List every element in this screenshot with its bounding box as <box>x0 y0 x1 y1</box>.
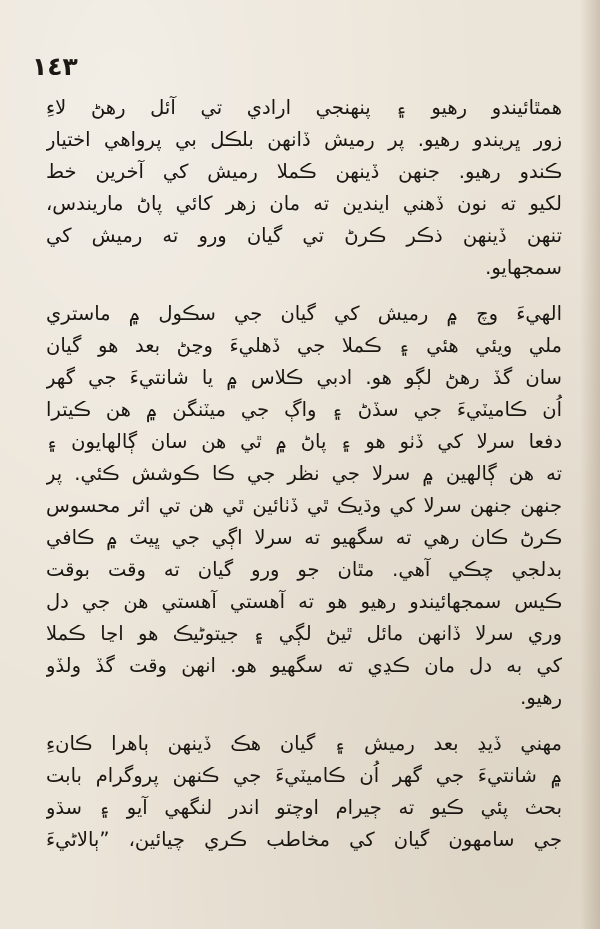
text-line: ڪرڻ ڪان رهي ته سگهيو ته سرلا اڳي جي ڀيٽ ۾ ڪافي <box>46 526 562 549</box>
page-binding-shadow <box>580 0 600 929</box>
text-line: ڪيس سمجهائيندو رهيو هو ته آهستي آهستي هن جي دل <box>46 590 562 613</box>
paragraph-spacer <box>46 714 562 728</box>
text-line: زور ڀريندو رهيو. پر رميش ڏانهن بلڪل بي پرواهي اختيار <box>46 128 562 151</box>
text-line: دفعا سرلا کي ڏٺو هو ۽ پاڻ ۾ ٿي هن سان ڳالهايون ۽ <box>46 430 562 453</box>
text-line: سمجهايو. <box>485 256 562 279</box>
text-line: ته هن ڳالهين ۾ سرلا جي نظر جي ڪا ڪوشش ڪئي. پر <box>46 462 562 485</box>
text-line: وري سرلا ڏانهن مائل ٿيڻ لڳي ۽ جيتوڻيڪ هو اڃا ڪملا <box>46 622 562 645</box>
text-line: کي به دل مان ڪڍي ته سگهيو هو. انهن وقت گڏ ولڏو <box>46 654 562 677</box>
text-line: جي سامهون گيان کي مخاطب ڪري چيائين، ”ٻالاڻيءَ <box>46 828 562 851</box>
text-line: الهيءَ وچ ۾ رميش کي گيان جي سڪول ۾ ماستري <box>46 302 562 325</box>
text-line: ۾ شانتيءَ جي گهر اُن ڪاميٽيءَ جي ڪنهن پروگرام بابت <box>46 764 562 787</box>
text-line: همٿائيندو رهيو ۽ پنهنجي ارادي تي آئل رهڻ لاءِ <box>46 96 562 119</box>
text-line: رهيو. <box>520 686 562 709</box>
text-line: بدلجي چڪي آهي. مٿان جو ورو گيان ته وقت بوقت <box>46 558 562 581</box>
body-text <box>46 92 562 856</box>
paragraph-2 <box>46 298 562 714</box>
text-line: اُن ڪاميٽيءَ جي سڏڻ ۽ واڳ جي ميٽنگن ۾ هن ڪيترا <box>46 398 562 421</box>
paragraph-1 <box>46 92 562 284</box>
paragraph-3 <box>46 728 562 856</box>
text-line: لکيو ته نون ڏهني ايندين ته مان زهر کائي پاڻ ماريندس، <box>46 192 562 215</box>
page-number: ١٤٣ <box>32 52 78 81</box>
text-line: جنهن جنهن سرلا کي وڌيڪ ٿي ڏٺائين ٿي هن تي اثر محسوس <box>46 494 562 517</box>
text-line: بحث پئي ڪيو ته ڄيرام اوچتو اندر لنگهي آيو ۽ سڌو <box>46 796 562 819</box>
text-line: سان گڏ رهڻ لڳو هو. ادبي ڪلاس ۾ يا شانتيءَ جي گهر <box>46 366 562 389</box>
text-line: ملي ويئي هئي ۽ ڪملا جي ڏهليءَ وڃڻ بعد هو گيان <box>46 334 562 357</box>
text-line: تنهن ڏينهن ذڪر ڪرڻ تي گيان ورو ته رميش کي <box>46 224 562 247</box>
paragraph-spacer <box>46 284 562 298</box>
text-line: ڪندو رهيو. جنهن ڏينهن ڪملا رميش کي آخرين خط <box>46 160 562 183</box>
text-line: مهني ڏيڍ بعد رميش ۽ گيان هڪ ڏينهن ٻاهرا ڪانءِ <box>46 732 562 755</box>
